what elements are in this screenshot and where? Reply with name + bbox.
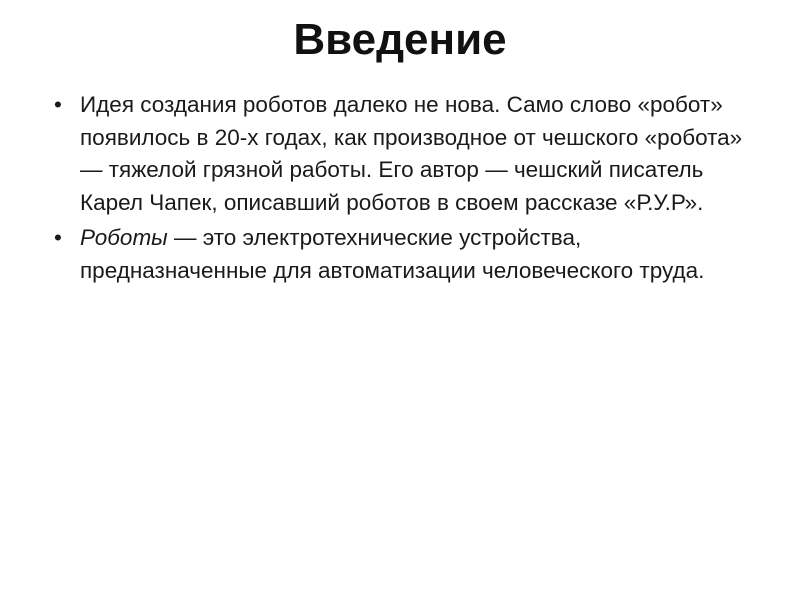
slide-title: Введение — [293, 15, 507, 64]
bullet-item — [52, 89, 752, 219]
bullet-dot-icon: • — [54, 92, 62, 117]
bullet-item — [52, 222, 752, 287]
bullet-text: — это электротехнические устройства, предназначенные для автоматизации человеческого труда. — [80, 225, 705, 283]
bullet-emphasis: Роботы — [80, 225, 168, 251]
bullet-dot-icon: • — [54, 225, 62, 251]
bullet-list — [52, 89, 752, 291]
bullet-text: Идея создания роботов далеко не нова. Само слово «робот» появилось в 20-х годах, как производное от чешского «робота» — тяжелой грязной работы. Его автор — чешский писатель Карел Чапек, описавший роботов в своем рассказе «Р.У.Р». — [80, 92, 743, 215]
